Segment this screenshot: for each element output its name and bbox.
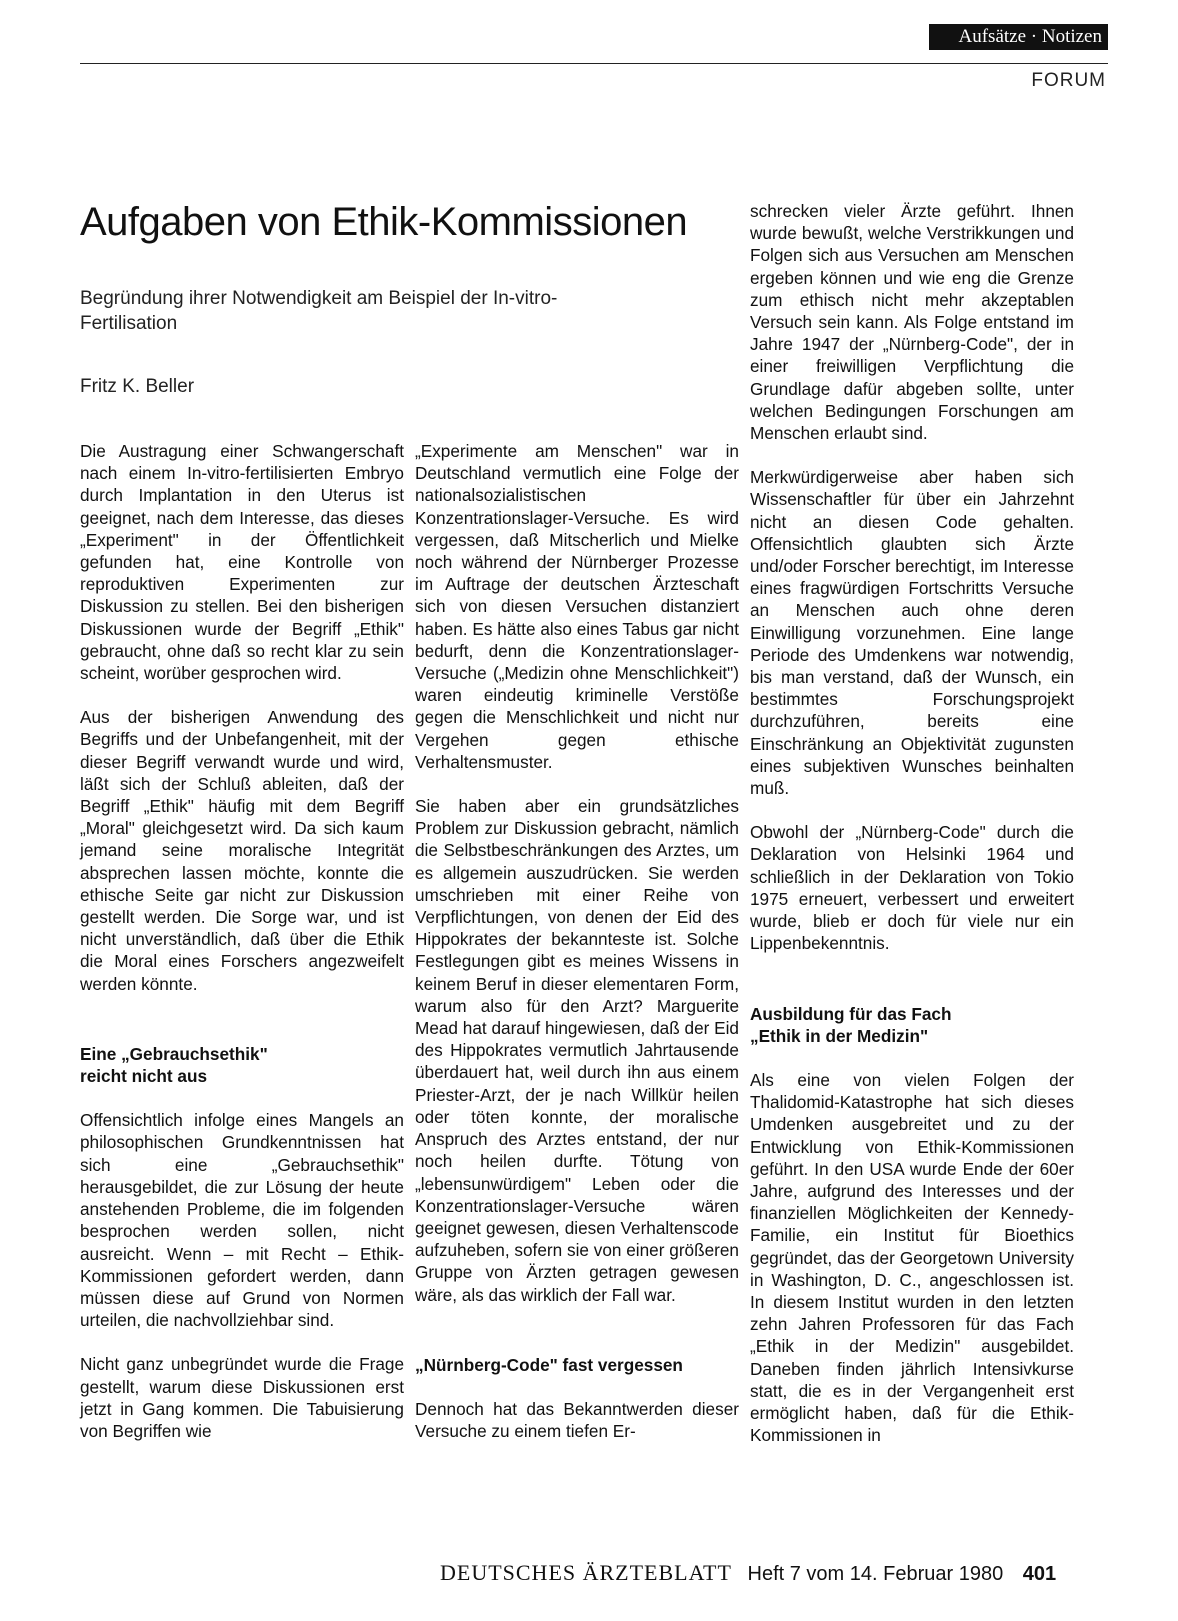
paragraph: Sie haben aber ein grundsätzliches Problem zur Diskussion gebracht, nämlich die Selbstbeschränkungen des Arztes, um es allgemein auszudrücken. Sie werden umschrieben mit einer Reihe von Verpflichtungen, von denen der Eid des Hippokrates der bekannteste ist. Solche Festlegungen gibt es meines Wissens in keinem Beruf in dieser elementaren Form, warum also für den Arzt? Marguerite Mead hat darauf hingewiesen, daß der Eid des Hippokrates vermutlich Jahrtausende überdauert hat, weil durch ihn aus einem Priester-Arzt, der je nach Willkür heilen oder töten konnte, der moralische Anspruch des Arztes entstand, der nur noch heilen durfte. Tötung von „lebensunwürdigem" Leben oder die Konzentrationslager-Versuche wären geeignet gewesen, diesen Verhaltenscode aufzuheben, sofern sie von einer größeren Gruppe von Ärzten getragen gewesen wäre, als das wirklich der Fall war. bbox=[415, 796, 739, 1305]
article-subtitle: Begründung ihrer Notwendigkeit am Beispiel der In-vitro-Fertilisation bbox=[80, 288, 558, 334]
column-1 bbox=[80, 440, 404, 1464]
paragraph: Obwohl der „Nürnberg-Code" durch die Deklaration von Helsinki 1964 und schließlich in der Deklaration von Tokio 1975 erneuert, verbessert und erweitert wurde, blieb er doch für viele nur ein Lippenbekenntnis. bbox=[750, 822, 1074, 954]
section-tag: Aufsätze · Notizen bbox=[929, 24, 1109, 50]
rubric-label: FORUM bbox=[1031, 70, 1106, 91]
paragraph: Als eine von vielen Folgen der Thalidomid-Katastrophe hat sich dieses Umdenken ausgebreitet und zu der Entwicklung von Ethik-Kommissionen geführt. In den USA wurde Ende der 60er Jahre, aufgrund des Interesses und der finanziellen Möglichkeiten der Kennedy-Familie, ein Institut für Bioethics gegründet, das der Georgetown University in Washington, D. C., angeschlossen ist. In diesem Institut wurden in den letzten zehn Jahren Professoren für das Fach „Ethik in der Medizin" ausgebildet. Daneben finden jährlich Intensivkurse statt, die es in der Vergangenheit erst ermöglicht haben, daß für die Ethik-Kommissionen in bbox=[750, 1069, 1074, 1446]
column-3 bbox=[750, 200, 1074, 1468]
paragraph: „Experimente am Menschen" war in Deutschland vermutlich eine Folge der nationalsozialistischen Konzentrationslager-Versuche. Es wird vergessen, daß Mitscherlich und Mielke noch während der Nürnberger Prozesse im Auftrage der deutschen Ärzteschaft sich von diesen Versuchen distanziert haben. Es hätte also eines Tabus gar nicht bedurft, denn die Konzentrationslager-Versuche („Medizin ohne Menschlichkeit") waren eindeutig kriminelle Verstöße gegen die Menschlichkeit und nicht nur Vergehen gegen ethische Verhaltensmuster. bbox=[415, 441, 739, 772]
column-2 bbox=[415, 440, 739, 1464]
journal-name: DEUTSCHES ÄRZTEBLATT bbox=[440, 1560, 732, 1585]
page-footer bbox=[440, 1560, 1056, 1586]
paragraph: Dennoch hat das Bekanntwerden dieser Versuche zu einem tiefen Er- bbox=[415, 1398, 739, 1442]
paragraph: Die Austragung einer Schwangerschaft nach einem In-vitro-fertilisierten Embryo durch Implantation in den Uterus ist geeignet, nach dem Interesse, das dieses „Experiment" in der Öffentlichkeit gefunden hat, eine Kontrolle von reproduktiven Experimenten zur Diskussion zu stellen. Bei den bisherigen Diskussionen wurde der Begriff „Ethik" gebraucht, ohne daß so recht klar zu sein scheint, worüber gesprochen wird. bbox=[80, 441, 404, 684]
paragraph: Offensichtlich infolge eines Mangels an philosophischen Grundkenntnissen hat sich eine „Gebrauchsethik" herausgebildet, die zur Lösung der heute anstehenden Probleme, die im folgenden besprochen werden sollen, nicht ausreicht. Wenn – mit Recht – Ethik-Kommissionen gefordert werden, dann müssen diese auf Grund von Normen urteilen, die nachvollziehbar sind. bbox=[80, 1110, 404, 1331]
paragraph: Aus der bisherigen Anwendung des Begriffs und der Unbefangenheit, mit der dieser Begriff verwandt wurde und wird, läßt sich der Schluß ableiten, daß der Begriff „Ethik" häufig mit dem Begriff „Moral" gleichgesetzt wird. Da sich kaum jemand seine moralische Integrität absprechen lassen möchte, konnte die ethische Seite gar nicht zur Diskussion gestellt werden. Die Sorge war, und ist nicht unverständlich, daß über die Ethik die Moral eines Forschers angezweifelt werden könnte. bbox=[80, 707, 404, 994]
header-rule bbox=[80, 63, 1108, 64]
paragraph: schrecken vieler Ärzte geführt. Ihnen wurde bewußt, welche Verstrikkungen und Folgen sich aus Versuchen am Menschen ergeben können und wie eng die Grenze zum ethisch nicht mehr akzeptablen Versuch sein kann. Als Folge entstand im Jahre 1947 der „Nürnberg-Code", der in einer freiwilligen Verpflichtung die Grundlage dafür abgeben sollte, unter welchen Bedingungen Forschungen am Menschen erlaubt sind. bbox=[750, 201, 1074, 444]
article-author: Fritz K. Beller bbox=[80, 376, 195, 397]
issue-info: Heft 7 vom 14. Februar 1980 bbox=[747, 1563, 1004, 1585]
article-title: Aufgaben von Ethik-Kommissionen bbox=[80, 200, 688, 244]
section-heading: Ausbildung für das Fach „Ethik in der Medizin" bbox=[750, 1003, 952, 1046]
page-number: 401 bbox=[1022, 1563, 1057, 1585]
paragraph: Merkwürdigerweise aber haben sich Wissenschaftler für über ein Jahrzehnt nicht an diesen Code gehalten. Offensichtlich glaubten sich Ärzte und/oder Forscher berechtigt, im Interesse eines fragwürdigen Fortschritts Versuche an Menschen auch ohne deren Einwilligung vorzunehmen. Eine lange Periode des Umdenkens war notwendig, bis man verstand, daß der Wunsch, ein bestimmtes Forschungsprojekt durchzuführen, bereits eine Einschränkung an Objektivität zugunsten eines subjektiven Wunsches beinhalten muß. bbox=[750, 467, 1074, 799]
section-heading: Eine „Gebrauchsethik" reicht nicht aus bbox=[80, 1043, 268, 1087]
paragraph: Nicht ganz unbegründet wurde die Frage gestellt, warum diese Diskussionen erst jetzt in Gang kommen. Die Tabuisierung von Begriffen wie bbox=[80, 1354, 404, 1441]
section-heading: „Nürnberg-Code" fast vergessen bbox=[415, 1354, 683, 1375]
